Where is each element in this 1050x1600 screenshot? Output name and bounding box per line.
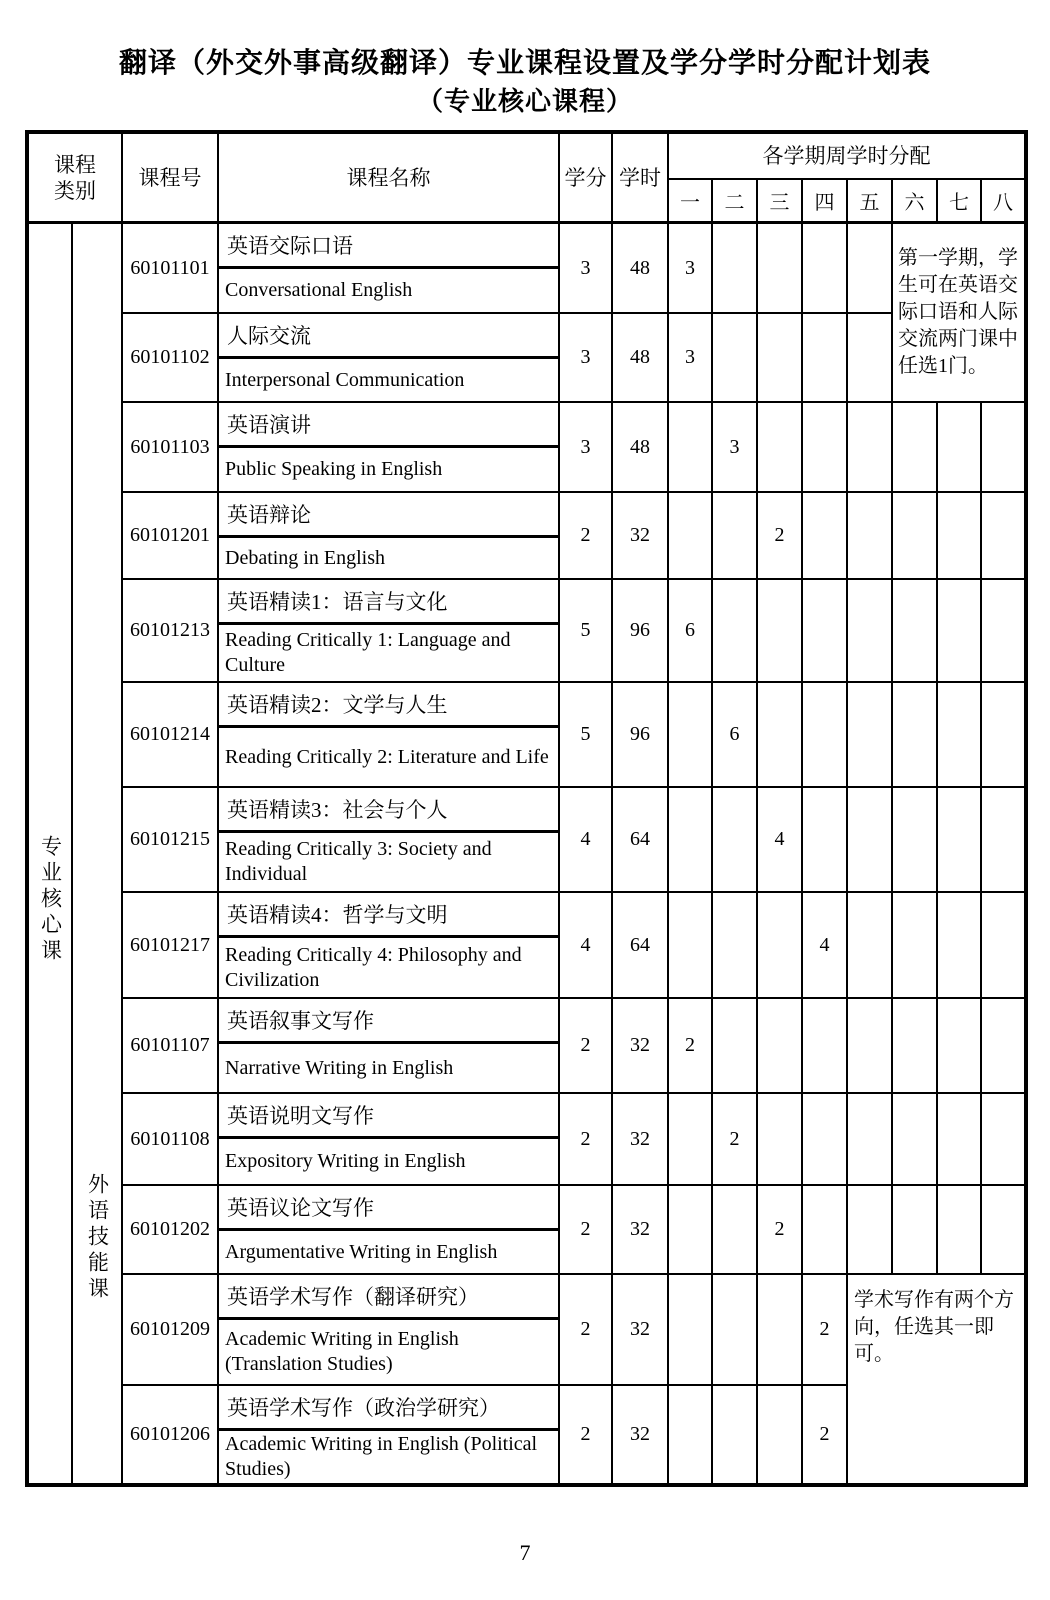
sem-value (893, 788, 938, 893)
course-name-zh: 英语精读2：文学与人生 (219, 683, 558, 728)
sem-value (848, 314, 893, 403)
course-name-zh: 人际交流 (219, 314, 558, 359)
header-hours: 学时 (613, 134, 669, 224)
sem-value (938, 683, 982, 788)
sem-value: 2 (669, 999, 713, 1094)
course-name-zh: 英语说明文写作 (219, 1094, 558, 1139)
sem-value (938, 1186, 982, 1275)
sem-value (669, 1386, 713, 1483)
title-line-2: （专业核心课程） (416, 86, 633, 116)
course-no: 60101101 (123, 224, 219, 314)
sem-value (713, 1386, 758, 1483)
header-sem-7: 七 (938, 180, 982, 224)
hours-value: 96 (613, 683, 669, 788)
sem-value (669, 1094, 713, 1186)
sem-value: 2 (758, 493, 803, 580)
hours-value: 32 (613, 1094, 669, 1186)
sem-value (758, 580, 803, 683)
course-name-cell (219, 999, 560, 1094)
sem-value: 2 (803, 1386, 848, 1483)
hours-value: 32 (613, 999, 669, 1094)
sem-value (758, 893, 803, 999)
category-language-skills: 外语技能课 (73, 224, 123, 1483)
course-name-zh: 英语精读3：社会与个人 (219, 788, 558, 833)
sem-value (848, 580, 893, 683)
sem-value (848, 224, 893, 314)
sem-value (669, 683, 713, 788)
hours-value: 64 (613, 893, 669, 999)
category-major-core: 专业核心课 (29, 224, 73, 1483)
sem-value (758, 403, 803, 493)
sem-value (938, 893, 982, 999)
course-name-en: Reading Critically 4: Philosophy and Civilization (225, 943, 522, 991)
course-name-en: Academic Writing in English (Political Studies) (225, 1433, 538, 1480)
sem-value (758, 224, 803, 314)
header-sem-8: 八 (982, 180, 1024, 224)
course-name-zh: 英语议论文写作 (219, 1186, 558, 1231)
hours-value: 32 (613, 1275, 669, 1386)
sem-value: 4 (803, 893, 848, 999)
hours-value: 64 (613, 788, 669, 893)
sem-value (893, 403, 938, 493)
hours-value: 48 (613, 314, 669, 403)
sem-value (758, 1275, 803, 1386)
sem-value (758, 683, 803, 788)
credits-value: 3 (560, 224, 613, 314)
course-name-en: Debating in English (225, 546, 385, 569)
sem-value (713, 493, 758, 580)
sem-value (758, 1094, 803, 1186)
sem-value (758, 314, 803, 403)
header-sem-1: 一 (669, 180, 713, 224)
sem-value (713, 1186, 758, 1275)
sem-value (848, 788, 893, 893)
sem-value: 2 (713, 1094, 758, 1186)
sem-value (803, 224, 848, 314)
sem-value (982, 403, 1024, 493)
course-name-zh: 英语精读4：哲学与文明 (219, 893, 558, 938)
sem-value (893, 1186, 938, 1275)
course-name-zh: 英语学术写作（翻译研究） (219, 1275, 558, 1320)
header-sem-3: 三 (758, 180, 803, 224)
sem-value (982, 788, 1024, 893)
sem-value (938, 788, 982, 893)
sem-value (713, 893, 758, 999)
sem-value (893, 683, 938, 788)
course-name-zh: 英语交际口语 (219, 224, 558, 269)
course-no: 60101206 (123, 1386, 219, 1483)
sem-value (713, 1275, 758, 1386)
sem-value (758, 1386, 803, 1483)
course-name-cell (219, 314, 560, 403)
header-category: 课程类别 (29, 134, 123, 224)
header-semester-group: 各学期周学时分配 (669, 134, 1024, 180)
sem-value (938, 1094, 982, 1186)
document-title (0, 44, 1050, 120)
course-name-en: Interpersonal Communication (225, 368, 465, 391)
hours-value: 48 (613, 224, 669, 314)
credits-value: 3 (560, 403, 613, 493)
course-name-en: Public Speaking in English (225, 458, 443, 480)
course-no: 60101107 (123, 999, 219, 1094)
hours-value: 96 (613, 580, 669, 683)
course-plan-table (25, 130, 1028, 1487)
sem-value (803, 493, 848, 580)
course-no: 60101108 (123, 1094, 219, 1186)
course-name-zh: 英语精读1：语言与文化 (219, 580, 558, 625)
course-name-cell (219, 683, 560, 788)
hours-value: 48 (613, 403, 669, 493)
course-name-en: Narrative Writing in English (225, 1056, 454, 1079)
sem-value (669, 893, 713, 999)
sem-value (803, 314, 848, 403)
sem-value (982, 683, 1024, 788)
sem-value (848, 893, 893, 999)
credits-value: 4 (560, 893, 613, 999)
credits-value: 3 (560, 314, 613, 403)
course-name-cell (219, 493, 560, 580)
sem-value (848, 683, 893, 788)
hours-value: 32 (613, 1186, 669, 1275)
sem-value (893, 999, 938, 1094)
course-name-cell (219, 1386, 560, 1483)
course-no: 60101215 (123, 788, 219, 893)
credits-value: 2 (560, 1186, 613, 1275)
course-no: 60101213 (123, 580, 219, 683)
sem-value (848, 403, 893, 493)
sem-value (713, 999, 758, 1094)
sem-value (803, 403, 848, 493)
course-name-en: Argumentative Writing in English (225, 1240, 498, 1263)
course-name-cell (219, 1275, 560, 1386)
sem-value: 2 (803, 1275, 848, 1386)
sem-value: 3 (669, 314, 713, 403)
course-name-zh: 英语辩论 (219, 493, 558, 538)
sem-value (982, 493, 1024, 580)
course-no: 60101103 (123, 403, 219, 493)
course-name-zh: 英语演讲 (219, 403, 558, 448)
sem-value (713, 224, 758, 314)
credits-value: 2 (560, 1275, 613, 1386)
header-course-name: 课程名称 (219, 134, 560, 224)
credits-value: 2 (560, 493, 613, 580)
header-sem-6: 六 (893, 180, 938, 224)
sem-value (848, 1094, 893, 1186)
sem-value (982, 580, 1024, 683)
sem-value: 6 (669, 580, 713, 683)
credits-value: 2 (560, 1386, 613, 1483)
note-oral-choice: 第一学期，学生可在英语交际口语和人际交流两门课中任选1门。 (893, 224, 1024, 403)
sem-value (982, 893, 1024, 999)
sem-value (893, 1094, 938, 1186)
course-name-cell (219, 224, 560, 314)
credits-value: 2 (560, 999, 613, 1094)
sem-value (713, 580, 758, 683)
course-name-cell (219, 788, 560, 893)
sem-value (803, 1186, 848, 1275)
sem-value (848, 999, 893, 1094)
course-no: 60101202 (123, 1186, 219, 1275)
course-no: 60101201 (123, 493, 219, 580)
title-line-1: 翻译（外交外事高级翻译）专业课程设置及学分学时分配计划表 (118, 47, 931, 78)
course-name-en: Reading Critically 2: Literature and Life (225, 745, 549, 768)
course-no: 60101214 (123, 683, 219, 788)
sem-value: 2 (758, 1186, 803, 1275)
sem-value: 3 (713, 403, 758, 493)
credits-value: 2 (560, 1094, 613, 1186)
sem-value (893, 493, 938, 580)
header-sem-2: 二 (713, 180, 758, 224)
sem-value: 3 (669, 224, 713, 314)
sem-value (758, 999, 803, 1094)
sem-value (803, 683, 848, 788)
course-name-cell (219, 1186, 560, 1275)
course-no: 60101209 (123, 1275, 219, 1386)
sem-value (803, 999, 848, 1094)
sem-value (803, 788, 848, 893)
sem-value (803, 580, 848, 683)
course-name-cell (219, 893, 560, 999)
course-name-en: Academic Writing in English (Translation Studies) (225, 1328, 459, 1375)
sem-value (669, 403, 713, 493)
course-name-cell (219, 403, 560, 493)
sem-value (893, 893, 938, 999)
sem-value (938, 493, 982, 580)
sem-value (982, 1186, 1024, 1275)
hours-value: 32 (613, 493, 669, 580)
sem-value: 4 (758, 788, 803, 893)
sem-value (669, 1186, 713, 1275)
sem-value (938, 580, 982, 683)
sem-value: 6 (713, 683, 758, 788)
sem-value (669, 1275, 713, 1386)
header-credits: 学分 (560, 134, 613, 224)
sem-value (938, 403, 982, 493)
credits-value: 5 (560, 580, 613, 683)
sem-value (669, 788, 713, 893)
credits-value: 5 (560, 683, 613, 788)
course-no: 60101102 (123, 314, 219, 403)
header-sem-5: 五 (848, 180, 893, 224)
course-name-en: Conversational English (225, 279, 413, 301)
page-number: 7 (519, 1540, 531, 1565)
sem-value (982, 999, 1024, 1094)
course-name-cell (219, 1094, 560, 1186)
sem-value (938, 999, 982, 1094)
sem-value (848, 1186, 893, 1275)
header-sem-4: 四 (803, 180, 848, 224)
sem-value (803, 1094, 848, 1186)
sem-value (893, 580, 938, 683)
sem-value (713, 314, 758, 403)
sem-value (848, 493, 893, 580)
course-name-en: Expository Writing in English (225, 1150, 466, 1172)
sem-value (713, 788, 758, 893)
sem-value (669, 493, 713, 580)
course-name-en: Reading Critically 1: Language and Culture (225, 629, 511, 676)
course-name-cell (219, 580, 560, 683)
course-no: 60101217 (123, 893, 219, 999)
hours-value: 32 (613, 1386, 669, 1483)
course-name-en: Reading Critically 3: Society and Individual (225, 838, 492, 885)
course-name-zh: 英语叙事文写作 (219, 999, 558, 1044)
sem-value (982, 1094, 1024, 1186)
course-name-zh: 英语学术写作（政治学研究） (219, 1386, 558, 1431)
header-course-no: 课程号 (123, 134, 219, 224)
credits-value: 4 (560, 788, 613, 893)
note-academic-writing-choice: 学术写作有两个方向，任选其一即可。 (854, 1289, 1014, 1365)
